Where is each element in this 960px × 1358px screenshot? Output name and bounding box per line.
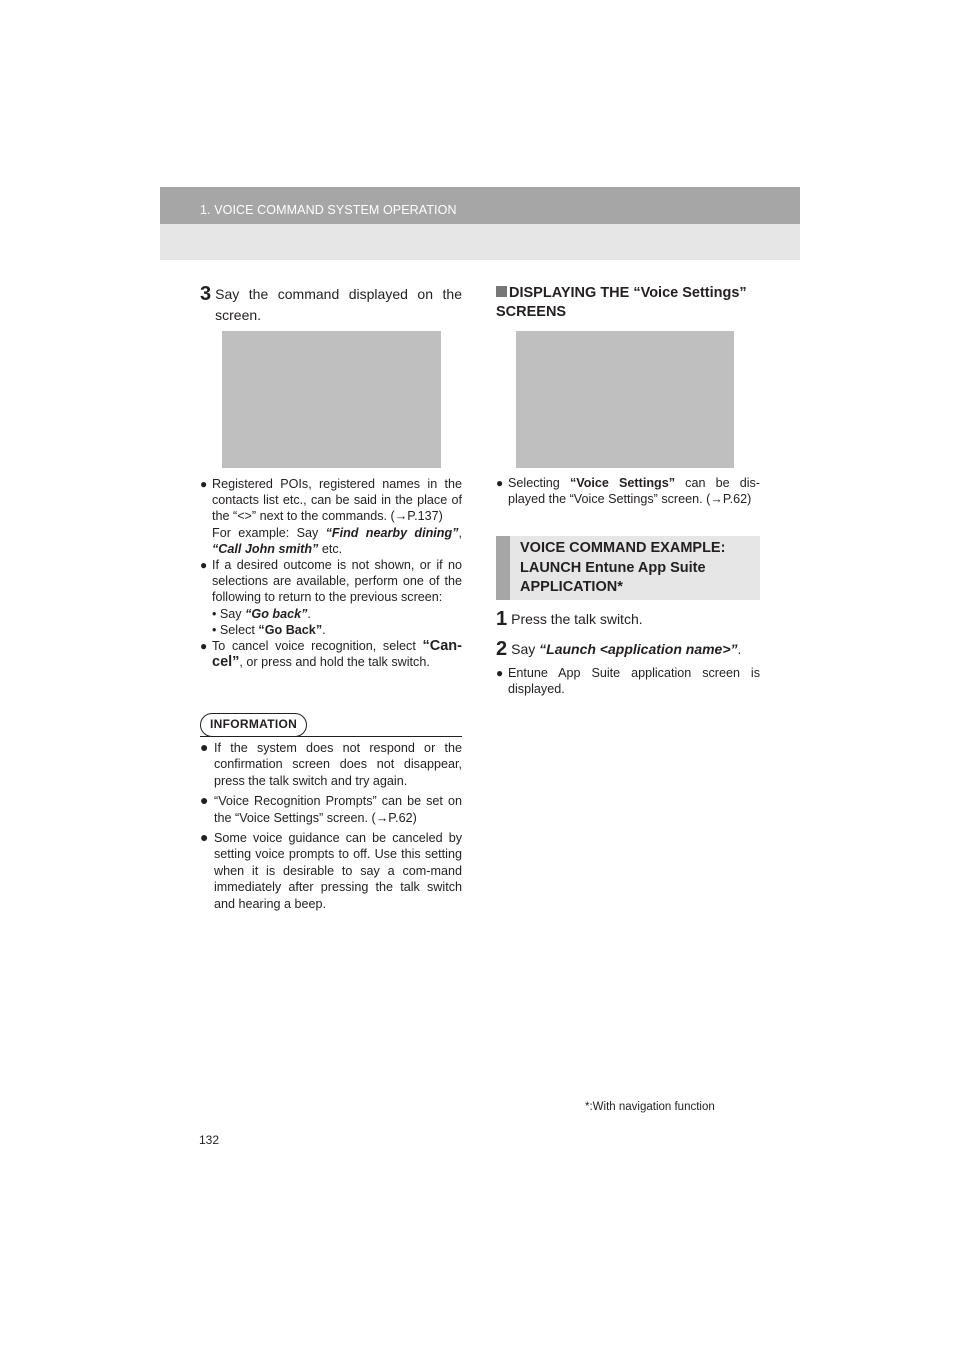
chapter-title: 1. VOICE COMMAND SYSTEM OPERATION (200, 203, 457, 217)
right-bullet-list-2 (496, 665, 760, 697)
left-column (200, 284, 462, 326)
section-heading: DISPLAYING THE “Voice Settings” SCREENS (496, 285, 747, 320)
header-subbar (160, 224, 800, 260)
bullet-dot-icon: ● (200, 558, 208, 573)
info-dot-icon: ● (200, 829, 209, 846)
bullet-dot-icon: ● (496, 666, 504, 680)
example-title: VOICE COMMAND EXAMPLE: LAUNCH Entune App Suite APPLICATION* (520, 540, 726, 595)
bullet-dot-icon: ● (200, 477, 208, 491)
info-dot-icon: ● (200, 792, 209, 809)
bullet-entune: ● Entune App Suite application screen is displayed. (496, 666, 760, 697)
square-bullet-icon (496, 286, 507, 297)
screen-image-placeholder (516, 331, 734, 468)
step-number: 2 (496, 638, 508, 660)
voice-command-example-box (496, 536, 760, 600)
step-2: 2 Say “Launch <application name>”. (496, 638, 742, 660)
step-3 (200, 284, 462, 326)
bullet-dot-icon: ● (496, 476, 504, 490)
step-number: 1 (496, 608, 508, 630)
bullet-dot-icon: ● (200, 639, 208, 654)
page-number: 132 (199, 1133, 220, 1147)
step-text: Say the command displayed on the screen. (215, 286, 462, 323)
footnote: *:With navigation function (585, 1101, 715, 1113)
left-bullet-list (200, 476, 462, 670)
information-label: INFORMATION (200, 713, 307, 737)
bullet-registered-pois: ● Registered POIs, registered names in the contacts list etc., can be said in the place of the “<>” next to the commands. (→P.137) For example: Say “Find nearby dining”, “Call John smith” etc. (200, 477, 462, 556)
step-text: Press the talk switch. (511, 611, 643, 627)
information-list (200, 740, 462, 916)
info-item: ● If the system does not respond or the confirmation screen does not disappear, press the talk switch and try again. (200, 739, 462, 788)
information-divider (200, 736, 462, 737)
step-1 (496, 609, 760, 630)
bullet-cancel: ● To cancel voice recognition, select “Can-cel”, or press and hold the talk switch. (200, 638, 462, 671)
example-tab (496, 536, 510, 600)
right-column (496, 284, 760, 322)
info-item: ● Some voice guidance can be canceled by setting voice prompts to off. Use this setting when it is desirable to say a com-mand immediately after pressing the talk switch and hearing a beep. (200, 829, 462, 911)
bullet-voice-settings: ● Selecting “Voice Settings” can be dis-played the “Voice Settings” screen. (→P.62) (496, 476, 761, 507)
bullet-desired-outcome: ● If a desired outcome is not shown, or if no selections are available, perform one of the following to return to the previous screen: • Say “Go back”. • Select “Go Back”. (200, 558, 462, 637)
info-dot-icon: ● (200, 739, 209, 755)
info-item: ● “Voice Recognition Prompts” can be set on the “Voice Settings” screen. (→P.62) (200, 792, 462, 825)
screen-image-placeholder (222, 331, 441, 468)
step-number: 3 (200, 283, 212, 305)
right-bullet-list (496, 475, 760, 507)
